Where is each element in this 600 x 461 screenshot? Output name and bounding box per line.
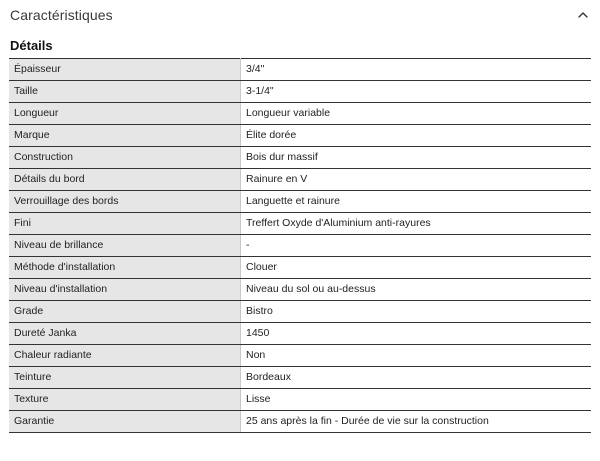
spec-value: -: [241, 235, 592, 257]
spec-label: Longueur: [9, 103, 241, 125]
accordion-header-caracteristiques[interactable]: [0, 0, 600, 32]
specifications-table: [9, 58, 591, 433]
table-row: [9, 169, 591, 191]
spec-label: Dureté Janka: [9, 323, 241, 345]
spec-value: 3/4": [241, 59, 592, 81]
spec-label: Épaisseur: [9, 59, 241, 81]
table-row: [9, 125, 591, 147]
spec-label: Teinture: [9, 367, 241, 389]
spec-value: Lisse: [241, 389, 592, 411]
table-row: [9, 191, 591, 213]
spec-label: Chaleur radiante: [9, 345, 241, 367]
table-row: [9, 411, 591, 433]
section-title-details: Détails: [10, 38, 53, 53]
spec-value: Bois dur massif: [241, 147, 592, 169]
table-row: [9, 213, 591, 235]
spec-label: Méthode d'installation: [9, 257, 241, 279]
spec-value: Bistro: [241, 301, 592, 323]
spec-label: Texture: [9, 389, 241, 411]
spec-value: 3-1/4": [241, 81, 592, 103]
table-row: [9, 279, 591, 301]
table-row: [9, 235, 591, 257]
table-row: [9, 257, 591, 279]
spec-value: Longueur variable: [241, 103, 592, 125]
spec-value: Élite dorée: [241, 125, 592, 147]
spec-label: Garantie: [9, 411, 241, 433]
table-row: [9, 345, 591, 367]
spec-label: Verrouillage des bords: [9, 191, 241, 213]
spec-label: Détails du bord: [9, 169, 241, 191]
table-row: [9, 389, 591, 411]
accordion-title: Caractéristiques: [10, 7, 113, 23]
table-row: [9, 81, 591, 103]
spec-label: Niveau d'installation: [9, 279, 241, 301]
spec-value: Niveau du sol ou au-dessus: [241, 279, 592, 301]
spec-label: Taille: [9, 81, 241, 103]
spec-value: 25 ans après la fin - Durée de vie sur la construction: [241, 411, 592, 433]
spec-value: 1450: [241, 323, 592, 345]
table-row: [9, 301, 591, 323]
table-row: [9, 147, 591, 169]
spec-label: Fini: [9, 213, 241, 235]
spec-value: Bordeaux: [241, 367, 592, 389]
spec-label: Niveau de brillance: [9, 235, 241, 257]
spec-value: Rainure en V: [241, 169, 592, 191]
table-row: [9, 323, 591, 345]
spec-label: Marque: [9, 125, 241, 147]
spec-label: Grade: [9, 301, 241, 323]
spec-label: Construction: [9, 147, 241, 169]
table-row: [9, 367, 591, 389]
table-row: [9, 103, 591, 125]
table-row: [9, 59, 591, 81]
chevron-up-icon[interactable]: [576, 8, 590, 22]
spec-value: Clouer: [241, 257, 592, 279]
spec-value: Treffert Oxyde d'Aluminium anti-rayures: [241, 213, 592, 235]
spec-value: Non: [241, 345, 592, 367]
spec-value: Languette et rainure: [241, 191, 592, 213]
